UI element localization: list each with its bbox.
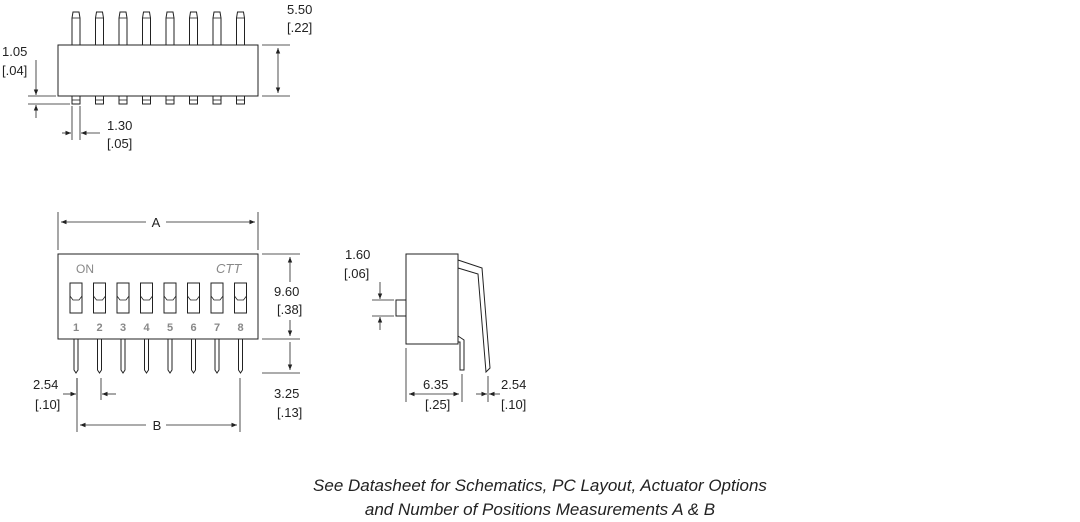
top-pin-upper: [119, 12, 127, 45]
pin-width-mm: 1.30: [107, 118, 133, 133]
switch-actuator: [211, 296, 223, 300]
top-view-pins: [72, 12, 245, 104]
side-view-body: [406, 254, 458, 344]
actuator-dimension: [344, 247, 394, 330]
top-pin-upper: [166, 12, 174, 45]
side-view-pin-straight: [458, 336, 464, 370]
switch-actuator: [188, 296, 200, 300]
switch-position-number: 5: [166, 322, 174, 334]
front-pitch-inch: [.10]: [35, 397, 61, 412]
pin-span-label: B: [152, 418, 162, 433]
top-pin-upper: [96, 12, 104, 45]
row-spacing-dimension: [406, 348, 462, 412]
on-label: ON: [76, 262, 94, 276]
switch-actuator: [117, 296, 129, 300]
standoff-dimension: [2, 44, 70, 118]
front-pin: [215, 339, 219, 373]
top-pin-upper: [213, 12, 221, 45]
pin-span-dimension: [77, 378, 240, 433]
front-pin: [74, 339, 78, 373]
front-pin: [168, 339, 172, 373]
body-height-mm: 9.60: [274, 284, 300, 299]
body-height-dimension: [262, 254, 302, 339]
footnote-line-1: See Datasheet for Schematics, PC Layout, Actuator Options: [313, 476, 767, 495]
switch-position-number: 7: [213, 322, 221, 334]
side-view-pin-bent: [458, 260, 490, 372]
front-pin: [121, 339, 125, 373]
pin-width-inch: [.05]: [107, 136, 133, 151]
switch-position-number: 3: [119, 322, 127, 334]
brand-logo: CTT: [216, 261, 242, 276]
front-pin: [192, 339, 196, 373]
pin-width-dimension: [62, 106, 132, 151]
standoff-mm: 1.05: [2, 44, 28, 59]
switch-actuator: [70, 296, 82, 300]
switch-position-number: 1: [72, 322, 80, 334]
top-view-body: [58, 45, 258, 96]
front-view-pins: [74, 339, 243, 373]
switch-position-number: 6: [190, 322, 197, 334]
row-spacing-inch: [.25]: [425, 397, 451, 412]
switch-actuator: [141, 296, 153, 300]
front-pitch-mm: 2.54: [33, 377, 59, 392]
length-dimension: [58, 212, 258, 250]
body-height-inch: [.38]: [277, 302, 303, 317]
pin-length-mm: 3.25: [274, 386, 300, 401]
side-pitch-mm: 2.54: [501, 377, 527, 392]
row-spacing-mm: 6.35: [423, 377, 449, 392]
switch-position-number: 2: [96, 322, 103, 334]
standoff-inch: [.04]: [2, 63, 28, 78]
top-height-mm: 5.50: [287, 2, 313, 17]
switch-position-number: 8: [237, 322, 244, 334]
front-view-switches: [70, 283, 247, 334]
top-height-dimension: [262, 2, 312, 96]
front-pitch-dimension: [33, 377, 116, 412]
top-pin-upper: [72, 12, 80, 45]
top-pin-upper: [143, 12, 151, 45]
length-label: A: [151, 215, 161, 230]
top-pin-upper: [190, 12, 198, 45]
front-pin: [145, 339, 149, 373]
front-view: [33, 212, 302, 433]
switch-actuator: [94, 296, 106, 300]
footnote-line-2: and Number of Positions Measurements A & B: [364, 500, 716, 519]
switch-actuator: [235, 296, 247, 300]
switch-position-number: 4: [143, 322, 150, 334]
top-pin-upper: [237, 12, 245, 45]
actuator-inch: [.06]: [344, 266, 370, 281]
top-height-inch: [.22]: [287, 20, 313, 35]
side-pitch-inch: [.10]: [501, 397, 527, 412]
front-pin: [98, 339, 102, 373]
side-pitch-dimension: [476, 376, 526, 412]
switch-actuator: [164, 296, 176, 300]
pin-length-dimension: [262, 342, 302, 420]
pin-length-inch: [.13]: [277, 405, 303, 420]
top-view: [2, 2, 312, 151]
side-view-actuator: [396, 300, 406, 316]
actuator-mm: 1.60: [345, 247, 371, 262]
side-view: [344, 247, 526, 412]
front-pin: [239, 339, 243, 373]
